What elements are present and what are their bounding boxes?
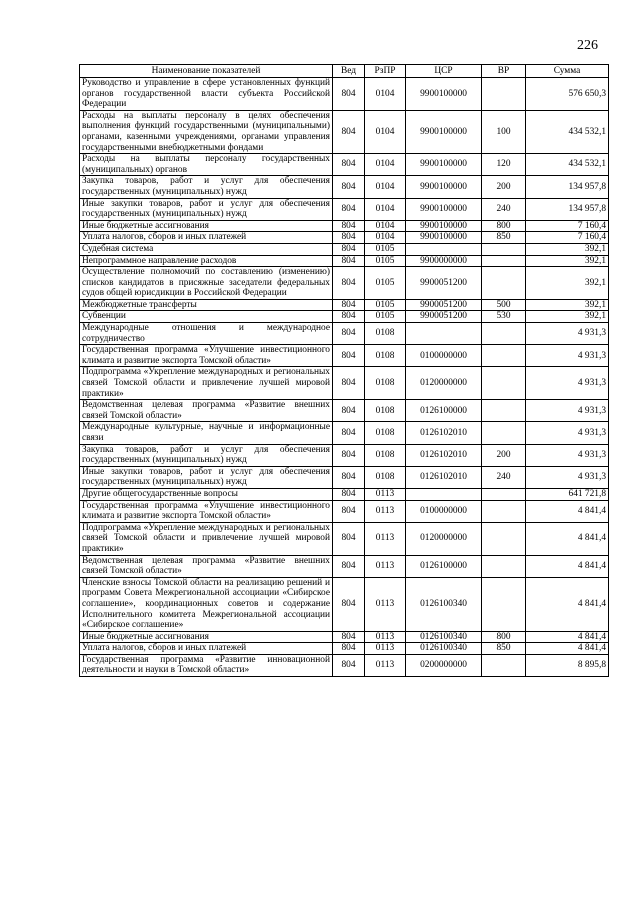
- cell-sum: 7 160,4: [526, 232, 609, 244]
- cell-sum: 4 931,3: [526, 345, 609, 367]
- cell-ved: 804: [333, 78, 365, 111]
- cell-sum: 392,1: [526, 299, 609, 311]
- table-row: [80, 110, 609, 153]
- table-row: [80, 488, 609, 500]
- cell-sum: 4 841,4: [526, 522, 609, 555]
- cell-rzpr: 0104: [365, 110, 406, 153]
- cell-csr: 0126102010: [406, 422, 482, 444]
- cell-vr: [482, 422, 526, 444]
- cell-vr: [482, 500, 526, 522]
- cell-vr: [482, 367, 526, 400]
- cell-name: Членские взносы Томской области на реализацию решений и программ Совета Межрегиональной ассоциации «Сибирское соглашение», координационных советов и содержание Исполнительного комитета Межрегиональной ассоциации «Сибирское соглашение»: [80, 577, 333, 631]
- cell-rzpr: 0108: [365, 400, 406, 422]
- table-row: [80, 577, 609, 631]
- cell-vr: 200: [482, 444, 526, 466]
- cell-sum: 4 841,4: [526, 631, 609, 643]
- cell-csr: 0100000000: [406, 345, 482, 367]
- cell-vr: [482, 267, 526, 300]
- table-row: [80, 323, 609, 345]
- cell-sum: 134 957,8: [526, 176, 609, 198]
- cell-csr: 9900000000: [406, 255, 482, 267]
- cell-ved: 804: [333, 367, 365, 400]
- table-row: [80, 500, 609, 522]
- cell-rzpr: 0105: [365, 255, 406, 267]
- table-row: [80, 299, 609, 311]
- cell-name: Межбюджетные трансферты: [80, 299, 333, 311]
- cell-vr: [482, 577, 526, 631]
- cell-sum: 4 841,4: [526, 555, 609, 577]
- cell-rzpr: 0105: [365, 267, 406, 300]
- cell-csr: 9900100000: [406, 176, 482, 198]
- cell-name: Закупка товаров, работ и услуг для обеспечения государственных (муниципальных) нужд: [80, 444, 333, 466]
- cell-rzpr: 0104: [365, 198, 406, 220]
- cell-name: Государственная программа «Улучшение инвестиционного климата и развитие экспорта Томской области»: [80, 345, 333, 367]
- table-row: [80, 466, 609, 488]
- cell-csr: 0120000000: [406, 367, 482, 400]
- cell-name: Подпрограмма «Укрепление международных и региональных связей Томской области и привлечение лучшей мировой практики»: [80, 522, 333, 555]
- cell-rzpr: 0104: [365, 176, 406, 198]
- cell-name: Другие общегосударственные вопросы: [80, 488, 333, 500]
- cell-name: Непрограммное направление расходов: [80, 255, 333, 267]
- cell-vr: [482, 78, 526, 111]
- budget-table: [79, 64, 609, 677]
- cell-ved: 804: [333, 176, 365, 198]
- table-row: [80, 198, 609, 220]
- cell-rzpr: 0113: [365, 500, 406, 522]
- cell-ved: 804: [333, 577, 365, 631]
- cell-vr: 100: [482, 110, 526, 153]
- cell-name: Государственная программа «Развитие инновационной деятельности и науки в Томской области»: [80, 654, 333, 676]
- cell-ved: 804: [333, 198, 365, 220]
- cell-csr: 0126100340: [406, 577, 482, 631]
- cell-vr: [482, 522, 526, 555]
- cell-ved: 804: [333, 311, 365, 323]
- cell-csr: 0120000000: [406, 522, 482, 555]
- cell-vr: 500: [482, 299, 526, 311]
- table-row: [80, 643, 609, 655]
- cell-csr: 0126100000: [406, 400, 482, 422]
- cell-sum: 392,1: [526, 255, 609, 267]
- cell-vr: [482, 345, 526, 367]
- cell-rzpr: 0113: [365, 631, 406, 643]
- cell-rzpr: 0108: [365, 367, 406, 400]
- cell-ved: 804: [333, 220, 365, 232]
- cell-name: Подпрограмма «Укрепление международных и региональных связей Томской области и привлечение лучшей мировой практики»: [80, 367, 333, 400]
- cell-sum: 641 721,8: [526, 488, 609, 500]
- cell-ved: 804: [333, 466, 365, 488]
- cell-csr: 0126102010: [406, 444, 482, 466]
- table-row: [80, 154, 609, 176]
- cell-name: Судебная система: [80, 243, 333, 255]
- cell-rzpr: 0108: [365, 323, 406, 345]
- cell-ved: 804: [333, 488, 365, 500]
- cell-rzpr: 0108: [365, 466, 406, 488]
- cell-rzpr: 0108: [365, 345, 406, 367]
- table-row: [80, 176, 609, 198]
- cell-sum: 8 895,8: [526, 654, 609, 676]
- cell-ved: 804: [333, 232, 365, 244]
- cell-rzpr: 0104: [365, 220, 406, 232]
- cell-ved: 804: [333, 299, 365, 311]
- cell-vr: [482, 323, 526, 345]
- table-row: [80, 522, 609, 555]
- cell-rzpr: 0113: [365, 555, 406, 577]
- cell-vr: [482, 654, 526, 676]
- cell-ved: 804: [333, 555, 365, 577]
- cell-name: Государственная программа «Улучшение инвестиционного климата и развитие экспорта Томской области»: [80, 500, 333, 522]
- cell-ved: 804: [333, 154, 365, 176]
- cell-name: Иные закупки товаров, работ и услуг для обеспечения государственных (муниципальных) нужд: [80, 466, 333, 488]
- table-row: [80, 243, 609, 255]
- header-sum: Сумма: [526, 65, 609, 78]
- cell-name: Ведомственная целевая программа «Развитие внешних связей Томской области»: [80, 555, 333, 577]
- cell-name: Иные бюджетные ассигнования: [80, 220, 333, 232]
- header-ved: Вед: [333, 65, 365, 78]
- cell-csr: 9900100000: [406, 232, 482, 244]
- cell-sum: 4 931,3: [526, 422, 609, 444]
- cell-sum: 4 841,4: [526, 500, 609, 522]
- cell-ved: 804: [333, 444, 365, 466]
- cell-csr: 0126100340: [406, 631, 482, 643]
- cell-csr: 0126100340: [406, 643, 482, 655]
- cell-csr: 9900100000: [406, 198, 482, 220]
- cell-sum: 4 931,3: [526, 323, 609, 345]
- table-row: [80, 267, 609, 300]
- cell-vr: 120: [482, 154, 526, 176]
- cell-name: Уплата налогов, сборов и иных платежей: [80, 232, 333, 244]
- table-row: [80, 422, 609, 444]
- cell-vr: [482, 488, 526, 500]
- cell-ved: 804: [333, 345, 365, 367]
- cell-ved: 804: [333, 255, 365, 267]
- cell-rzpr: 0113: [365, 488, 406, 500]
- cell-csr: 0126102010: [406, 466, 482, 488]
- cell-csr: 9900100000: [406, 154, 482, 176]
- cell-csr: 9900051200: [406, 299, 482, 311]
- header-vr: ВР: [482, 65, 526, 78]
- cell-sum: 7 160,4: [526, 220, 609, 232]
- cell-sum: 4 931,3: [526, 466, 609, 488]
- table-row: [80, 255, 609, 267]
- cell-vr: 240: [482, 198, 526, 220]
- cell-csr: 0100000000: [406, 500, 482, 522]
- cell-ved: 804: [333, 422, 365, 444]
- cell-rzpr: 0104: [365, 154, 406, 176]
- table-row: [80, 367, 609, 400]
- cell-sum: 576 650,3: [526, 78, 609, 111]
- cell-name: Расходы на выплаты персоналу в целях обеспечения выполнения функций государственными (муниципальными) органами, казенными учреждениями, органами управления государственными внебюджетными фондами: [80, 110, 333, 153]
- cell-ved: 804: [333, 522, 365, 555]
- cell-name: Международные отношения и международное сотрудничество: [80, 323, 333, 345]
- cell-name: Расходы на выплаты персоналу государственных (муниципальных) органов: [80, 154, 333, 176]
- cell-csr: 9900100000: [406, 220, 482, 232]
- cell-sum: 4 931,3: [526, 400, 609, 422]
- page-number: 226: [577, 38, 598, 53]
- cell-csr: 9900051200: [406, 311, 482, 323]
- cell-vr: 200: [482, 176, 526, 198]
- cell-csr: 9900100000: [406, 78, 482, 111]
- cell-ved: 804: [333, 267, 365, 300]
- table-row: [80, 555, 609, 577]
- cell-sum: 4 841,4: [526, 643, 609, 655]
- cell-rzpr: 0108: [365, 444, 406, 466]
- cell-name: Закупка товаров, работ и услуг для обеспечения государственных (муниципальных) нужд: [80, 176, 333, 198]
- cell-csr: [406, 243, 482, 255]
- header-rzpr: РзПР: [365, 65, 406, 78]
- cell-ved: 804: [333, 631, 365, 643]
- cell-vr: 240: [482, 466, 526, 488]
- table-row: [80, 400, 609, 422]
- header-csr: ЦСР: [406, 65, 482, 78]
- cell-csr: 0200000000: [406, 654, 482, 676]
- table-row: [80, 232, 609, 244]
- table-row: [80, 78, 609, 111]
- table-header-row: [80, 65, 609, 78]
- cell-vr: [482, 400, 526, 422]
- cell-name: Руководство и управление в сфере установленных функций органов государственной власти субъекта Российской Федерации: [80, 78, 333, 111]
- cell-vr: 530: [482, 311, 526, 323]
- table-row: [80, 220, 609, 232]
- cell-rzpr: 0104: [365, 78, 406, 111]
- cell-ved: 804: [333, 323, 365, 345]
- cell-name: Осуществление полномочий по составлению (изменению) списков кандидатов в присяжные заседатели федеральных судов общей юрисдикции в Российской Федерации: [80, 267, 333, 300]
- cell-ved: 804: [333, 643, 365, 655]
- cell-rzpr: 0105: [365, 243, 406, 255]
- cell-sum: 392,1: [526, 267, 609, 300]
- cell-name: Международные культурные, научные и информационные связи: [80, 422, 333, 444]
- cell-csr: 0126100000: [406, 555, 482, 577]
- table-row: [80, 654, 609, 676]
- cell-name: Иные закупки товаров, работ и услуг для обеспечения государственных (муниципальных) нужд: [80, 198, 333, 220]
- cell-ved: 804: [333, 500, 365, 522]
- cell-name: Ведомственная целевая программа «Развитие внешних связей Томской области»: [80, 400, 333, 422]
- cell-vr: 850: [482, 643, 526, 655]
- cell-vr: [482, 255, 526, 267]
- cell-sum: 392,1: [526, 311, 609, 323]
- cell-vr: [482, 555, 526, 577]
- cell-sum: 434 532,1: [526, 110, 609, 153]
- cell-rzpr: 0108: [365, 422, 406, 444]
- table-row: [80, 444, 609, 466]
- cell-ved: 804: [333, 243, 365, 255]
- cell-ved: 804: [333, 400, 365, 422]
- table-row: [80, 311, 609, 323]
- cell-name: Субвенции: [80, 311, 333, 323]
- cell-name: Иные бюджетные ассигнования: [80, 631, 333, 643]
- cell-sum: 4 931,3: [526, 444, 609, 466]
- table-row: [80, 345, 609, 367]
- cell-sum: 434 532,1: [526, 154, 609, 176]
- cell-ved: 804: [333, 110, 365, 153]
- cell-rzpr: 0105: [365, 311, 406, 323]
- cell-sum: 4 931,3: [526, 367, 609, 400]
- cell-rzpr: 0113: [365, 654, 406, 676]
- header-name: Наименование показателей: [80, 65, 333, 78]
- cell-rzpr: 0113: [365, 643, 406, 655]
- cell-csr: 9900100000: [406, 110, 482, 153]
- cell-ved: 804: [333, 654, 365, 676]
- cell-sum: 134 957,8: [526, 198, 609, 220]
- cell-rzpr: 0105: [365, 299, 406, 311]
- table-row: [80, 631, 609, 643]
- cell-vr: 800: [482, 220, 526, 232]
- cell-rzpr: 0113: [365, 522, 406, 555]
- cell-csr: [406, 323, 482, 345]
- cell-name: Уплата налогов, сборов и иных платежей: [80, 643, 333, 655]
- cell-sum: 392,1: [526, 243, 609, 255]
- cell-sum: 4 841,4: [526, 577, 609, 631]
- cell-vr: [482, 243, 526, 255]
- cell-vr: 850: [482, 232, 526, 244]
- cell-rzpr: 0113: [365, 577, 406, 631]
- cell-csr: [406, 488, 482, 500]
- cell-csr: 9900051200: [406, 267, 482, 300]
- cell-vr: 800: [482, 631, 526, 643]
- cell-rzpr: 0104: [365, 232, 406, 244]
